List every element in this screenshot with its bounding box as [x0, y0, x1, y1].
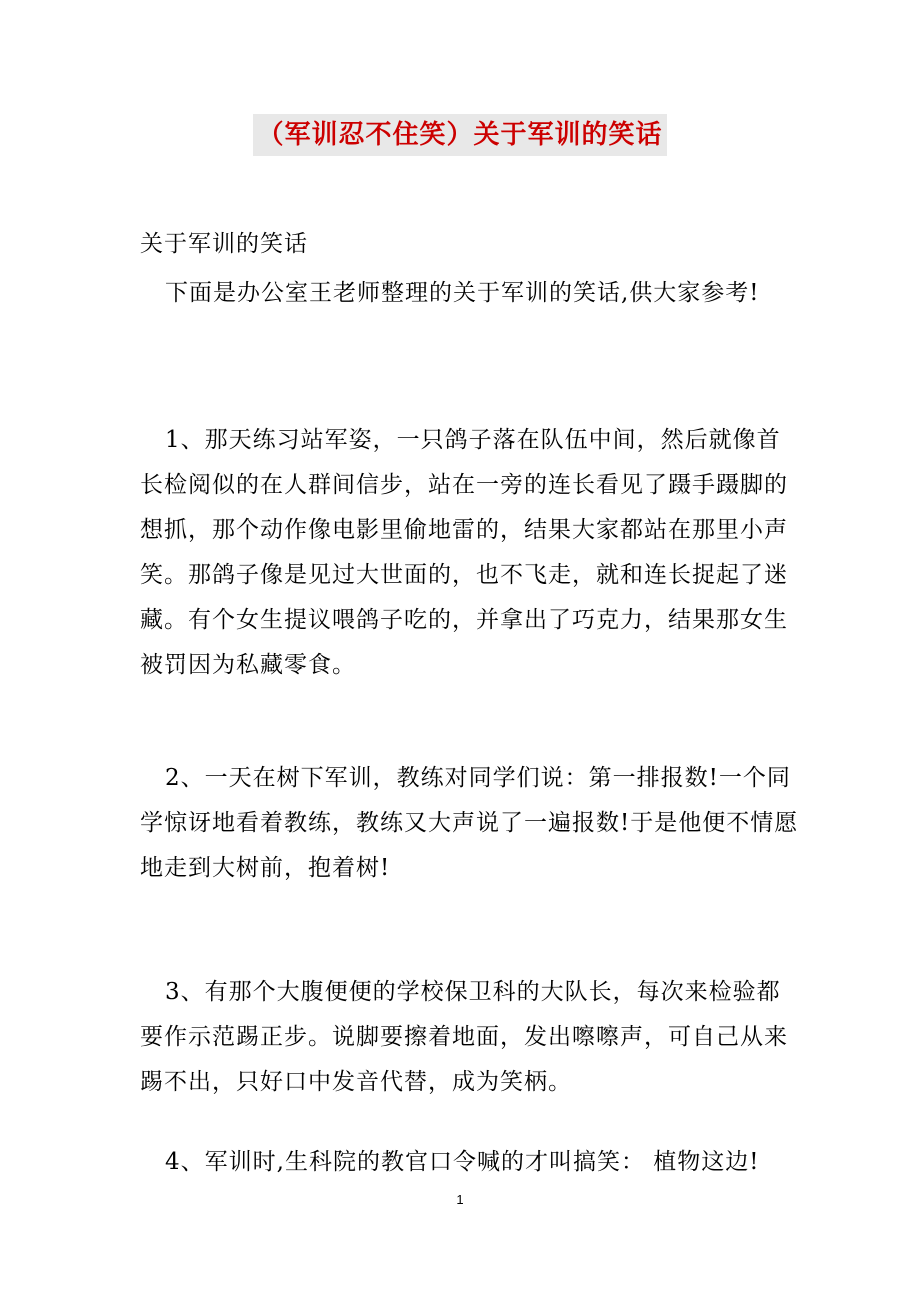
- document-subtitle: 关于军训的笑话: [140, 231, 308, 257]
- intro-paragraph: 下面是办公室王老师整理的关于军训的笑话,供大家参考!: [165, 280, 760, 306]
- joke-paragraph-2: 2、一天在树下军训，教练对同学们说：第一排报数!一个同学惊讶地看着教练，教练又大声说了一遍报数!于是他便不情愿地走到大树前，抱着树!: [140, 765, 799, 881]
- page-number: 1: [456, 1192, 464, 1207]
- joke-paragraph-4: 4、军训时,生科院的教官口令喊的才叫搞笑： 植物这边!: [165, 1149, 760, 1175]
- document-title: （军训忍不住笑）关于军训的笑话: [253, 114, 666, 156]
- joke-paragraph-3: 3、有那个大腹便便的学校保卫科的大队长，每次来检验都要作示范踢正步。说脚要擦着地面，发出嚓嚓声，可自己从来踢不出，只好口中发音代替，成为笑柄。: [140, 979, 788, 1095]
- joke-paragraph-1: 1、那天练习站军姿，一只鸽子落在队伍中间，然后就像首长检阅似的在人群间信步，站在一旁的连长看见了蹑手蹑脚的想抓，那个动作像电影里偷地雷的，结果大家都站在那里小声笑。那鸽子像是见过大世面的，也不飞走，就和连长捉起了迷藏。有个女生提议喂鸽子吃的，并拿出了巧克力，结果那女生被罚因为私藏零食。: [140, 427, 788, 678]
- title-container: [0, 114, 920, 156]
